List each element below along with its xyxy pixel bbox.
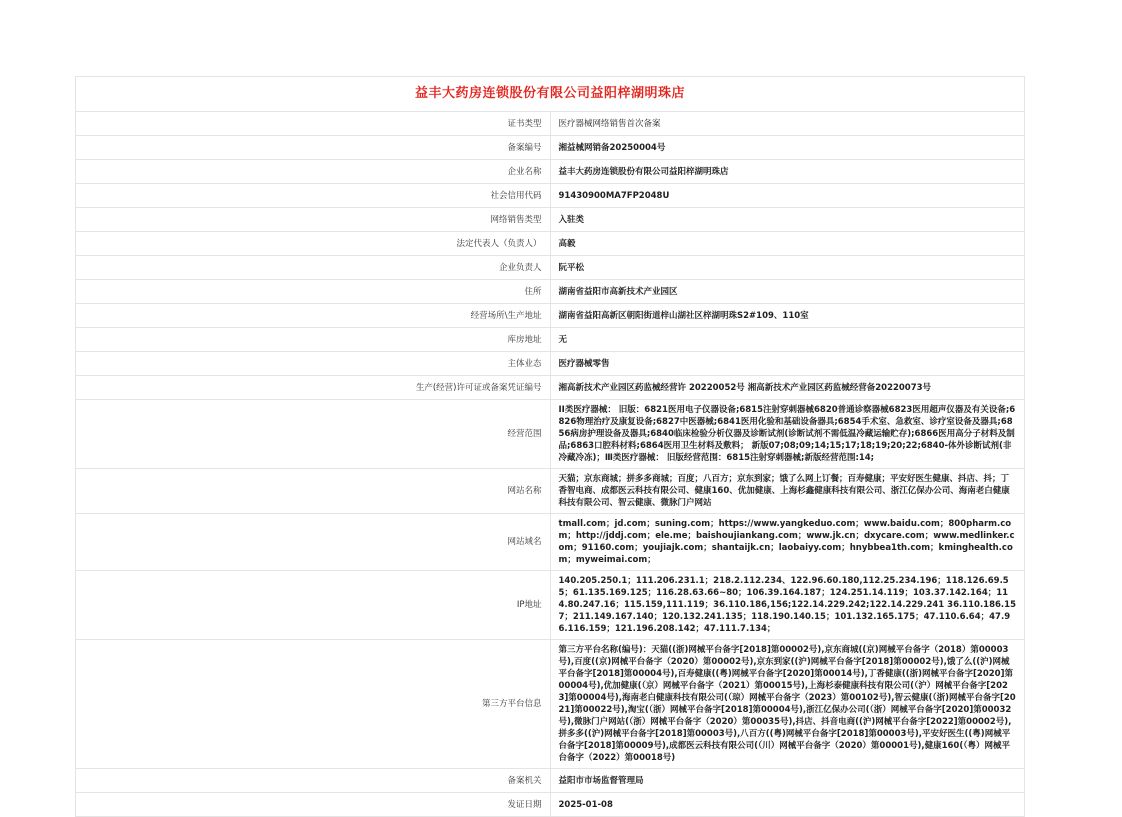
row-business-format xyxy=(76,352,1025,376)
document-title: 益丰大药房连锁股份有限公司益阳梓湖明珠店 xyxy=(76,77,1025,112)
filing-authority-value: 益阳市市场监督管理局 xyxy=(550,769,1025,793)
website-names-label: 网站名称 xyxy=(76,469,551,514)
issue-date-value: 2025-01-08 xyxy=(550,793,1025,817)
row-ip-addresses xyxy=(76,571,1025,640)
credit-code-label: 社会信用代码 xyxy=(76,184,551,208)
ip-addresses-value: 140.205.250.1；111.206.231.1；218.2.112.234、122.96.60.180,112.25.234.196；118.126.69.55；61.135.169.125；116.28.63.66~80；106.39.164.187；124.251.14.119；103.37.142.164；114.80.247.16；115.159,111.119；36.110.186,156;122.14.229.242;122.14.229.241 36.110.186.157；211.149.167.140；120.132.241.135；118.190.140.15；101.132.165.175；47.110.6.64；47.96.116.159；121.196.208.142；47.111.7.134； xyxy=(550,571,1025,640)
row-website-domains xyxy=(76,514,1025,571)
third-party-platforms-label: 第三方平台信息 xyxy=(76,640,551,769)
business-scope-label: 经营范围 xyxy=(76,400,551,469)
row-company-name xyxy=(76,160,1025,184)
residence-label: 住所 xyxy=(76,280,551,304)
credit-code-value: 91430900MA7FP2048U xyxy=(550,184,1025,208)
warehouse-address-label: 库房地址 xyxy=(76,328,551,352)
company-name-value: 益丰大药房连锁股份有限公司益阳梓湖明珠店 xyxy=(550,160,1025,184)
warehouse-address-value: 无 xyxy=(550,328,1025,352)
filing-certificate-table xyxy=(75,76,1025,817)
certificate-type-label: 证书类型 xyxy=(76,112,551,136)
row-third-party-platforms xyxy=(76,640,1025,769)
row-filing-number xyxy=(76,136,1025,160)
row-credit-code xyxy=(76,184,1025,208)
sales-type-label: 网络销售类型 xyxy=(76,208,551,232)
company-manager-label: 企业负责人 xyxy=(76,256,551,280)
website-names-value: 天猫；京东商城；拼多多商城；百度；八百方；京东到家；饿了么网上订餐；百寿健康；平安好医生健康、抖店、抖；丁香智电商、成都医云科技有限公司、健康160、优加健康、上海杉鑫健康科技有限公司、浙江亿保办公司、海南老白健康科技有限公司、智云健康、微脉门户网站 xyxy=(550,469,1025,514)
business-address-label: 经营场所\生产地址 xyxy=(76,304,551,328)
license-number-value: 湘高新技术产业园区药监械经营许 20220052号 湘高新技术产业园区药监械经营备20220073号 xyxy=(550,376,1025,400)
business-format-label: 主体业态 xyxy=(76,352,551,376)
issue-date-label: 发证日期 xyxy=(76,793,551,817)
business-format-value: 医疗器械零售 xyxy=(550,352,1025,376)
website-domains-label: 网站域名 xyxy=(76,514,551,571)
legal-representative-label: 法定代表人（负责人） xyxy=(76,232,551,256)
legal-representative-value: 高毅 xyxy=(550,232,1025,256)
row-website-names xyxy=(76,469,1025,514)
row-company-manager xyxy=(76,256,1025,280)
ip-addresses-label: IP地址 xyxy=(76,571,551,640)
sales-type-value: 入驻类 xyxy=(550,208,1025,232)
website-domains-value: tmall.com；jd.com；suning.com；https://www.yangkeduo.com；www.baidu.com；800pharm.com；http://jddj.com；ele.me；baishoujiankang.com；www.jk.cn；dxycare.com；www.medlinker.com；91160.com；youjiajk.com；shantaijk.cn；laobaiyy.com；hnybbea1th.com；kminghealth.com；myweimai.com； xyxy=(550,514,1025,571)
title-row xyxy=(76,77,1025,112)
filing-authority-label: 备案机关 xyxy=(76,769,551,793)
row-residence xyxy=(76,280,1025,304)
filing-number-label: 备案编号 xyxy=(76,136,551,160)
row-business-address xyxy=(76,304,1025,328)
row-certificate-type xyxy=(76,112,1025,136)
row-warehouse-address xyxy=(76,328,1025,352)
row-issue-date xyxy=(76,793,1025,817)
company-name-label: 企业名称 xyxy=(76,160,551,184)
row-legal-representative xyxy=(76,232,1025,256)
company-manager-value: 阮平松 xyxy=(550,256,1025,280)
filing-number-value: 湘益械网销备20250004号 xyxy=(550,136,1025,160)
certificate-type-value: 医疗器械网络销售首次备案 xyxy=(550,112,1025,136)
business-scope-value: II类医疗器械： 旧版：6821医用电子仪器设备;6815注射穿刺器械6820普通诊察器械6823医用超声仪器及有关设备;6826物理治疗及康复设备;6827中医器械;6841医用化验和基础设备器具;6854手术室、急救室、诊疗室设备及器具;6856病房护理设备及器具;6840临床检验分析仪器及诊断试剂(诊断试剂不需低温冷藏运输贮存);6866医用高分子材料及制品;6863口腔科材料;6864医用卫生材料及敷料； 新版07;08;09;14;15;17;18;19;20;22;6840-体外诊断试剂(非冷藏冷冻)；Ⅲ类医疗器械： 旧版经营范围：6815注射穿刺器械;新版经营范围:14; xyxy=(550,400,1025,469)
residence-value: 湖南省益阳市高新技术产业园区 xyxy=(550,280,1025,304)
license-number-label: 生产(经营)许可证或备案凭证编号 xyxy=(76,376,551,400)
third-party-platforms-value: 第三方平台名称(编号)：天猫((浙)网械平台备字[2018]第00002号),京东商城((京)网械平台备字（2018）第00003号),百度((京)网械平台备字（2020）第00002号),京东到家((沪)网械平台备字[2018]第00002号),饿了么((沪)网械平台备字[2018]第00004号),百寿健康((粤)网械平台备字[2020]第00014号),丁香健康((浙)网械平台备字[2020]第00004号),优加健康(（京）网械平台备字（2021）第00015号),上海杉泰健康科技有限公司(（沪）网械平台备字[2023]第00004号),海南老白健康科技有限公司(（琼）网械平台备字（2023）第00102号),智云健康(（浙)网械平台备字[2021]第00022号),淘宝(（浙）网械平台备字[2018]第00004号),浙江亿保办公司(（浙）网械平台备字[2020]第00032号),微脉门户网站(（浙）网械平台备字（2020）第00035号),抖店、抖音电商((沪)网械平台备字[2022]第00002号),拼多多((沪)网械平台备字[2018]第00003号),八百方((粤)网械平台备字[2018]第00003号),平安好医生((粤)网械平台备字[2018]第00009号),成都医云科技有限公司(（川）网械平台备字（2020）第00001号),健康160(（粤）网械平台备字（2022）第00018号) xyxy=(550,640,1025,769)
row-sales-type xyxy=(76,208,1025,232)
business-address-value: 湖南省益阳高新区朝阳街道梓山湖社区梓湖明珠S2#109、110室 xyxy=(550,304,1025,328)
row-filing-authority xyxy=(76,769,1025,793)
row-license-number xyxy=(76,376,1025,400)
row-business-scope xyxy=(76,400,1025,469)
